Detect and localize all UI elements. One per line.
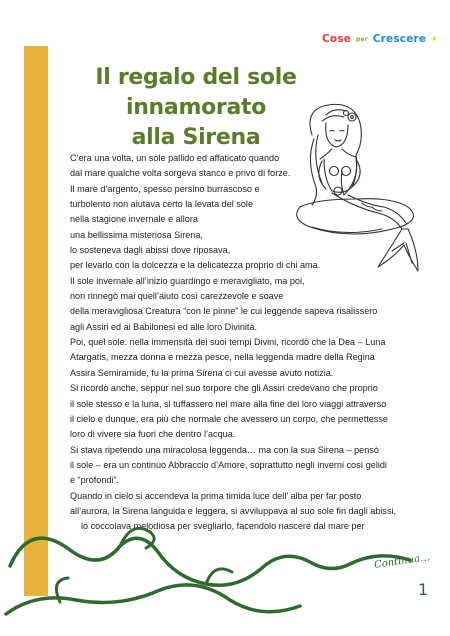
title-line-1: Il regalo del sole innamorato [95,65,297,120]
story-line: non rinnegò mai quell’aiuto così carezzevole e soave [70,291,284,302]
story-line: lo coccolava melodiosa per svegliarlo, facendolo nascere dal mare per [81,521,365,532]
story-line: dal mare qualche volta sorgeva stanco e privo di forze. [70,168,291,179]
story-line: Si ricordò anche, seppur nel suo torpore che gli Assiri credevano che proprio [70,383,378,394]
story-line: lo sosteneva dagli abissi dove riposava, [70,245,231,256]
continue-label: Continua… [373,552,431,571]
story-line: Il sole invernale all’inizio guardingo e meravigliato, ma poi, [70,275,305,286]
story-line: Atargatis, mezza donna e mezza pesce, nella leggenda madre della Regina [70,352,375,363]
story-line: loro di vivere sia fuori che dentro l’acqua. [70,429,236,440]
story-line: per levarlo con la dolcezza e la delicatezza proprio di chi ama. [70,260,321,271]
logo-word-2: per [355,35,368,43]
story-line: e “profondi”. [70,475,120,486]
story-line: agli Assiri ed ai Babilonesi ed alle loro Divinità. [70,321,258,332]
logo-word-3: Crescere [372,33,427,45]
sun-icon: ☀ [430,35,439,45]
story-line: all’aurora, la Sirena languida e leggera, si avviluppava al suo sole fin dagli abissi, [70,505,397,516]
page-number: 1 [418,580,429,599]
brand-logo [322,33,438,45]
story-line: Quando in cielo si accendeva la prima timida luce dell’ alba per far posto [70,490,362,501]
story-text [70,151,430,535]
story-line: C’era una volta, un sole pallido ed affaticato quando [70,153,280,163]
story-line: Si stava ripetendo una miracolosa leggenda… ma con la sua Sirena – pensò [70,444,379,455]
story-line: turbolento non aiutava certo la levata del sole [70,199,254,210]
story-line: una bellissima misteriosa Sirena, [70,229,203,240]
story-line: nella stagione invernale e allora [70,214,198,225]
logo-word-1: Cose [322,33,352,45]
story-line: Assira Semiramide, fu la prima Sirena ci cui avesse avuto notizia. [70,367,334,378]
story-line: della meravigliosa Creatura “con le pinne” le cui leggende sapeva risalissero [70,306,378,317]
story-line: il sole – era un continuo Abbraccio d’Amore, soprattutto negli inverni così gelidi [70,459,387,470]
story-line: il sole stesso e la luna, si tuffassero nel mare alla fine dei loro viaggi attraverso [70,398,387,409]
story-line: il cielo e dunque, era più che normale che avessero un corpo, che permettesse [70,413,388,424]
title-line-2: alla Sirena [131,125,261,150]
story-line: Il mare d’argento, spesso persino burrascoso e [70,183,260,194]
story-line: Poi, quel sole. nella immensità dei suoi tempi Divini, ricordò che la Dea – Luna [70,337,386,348]
